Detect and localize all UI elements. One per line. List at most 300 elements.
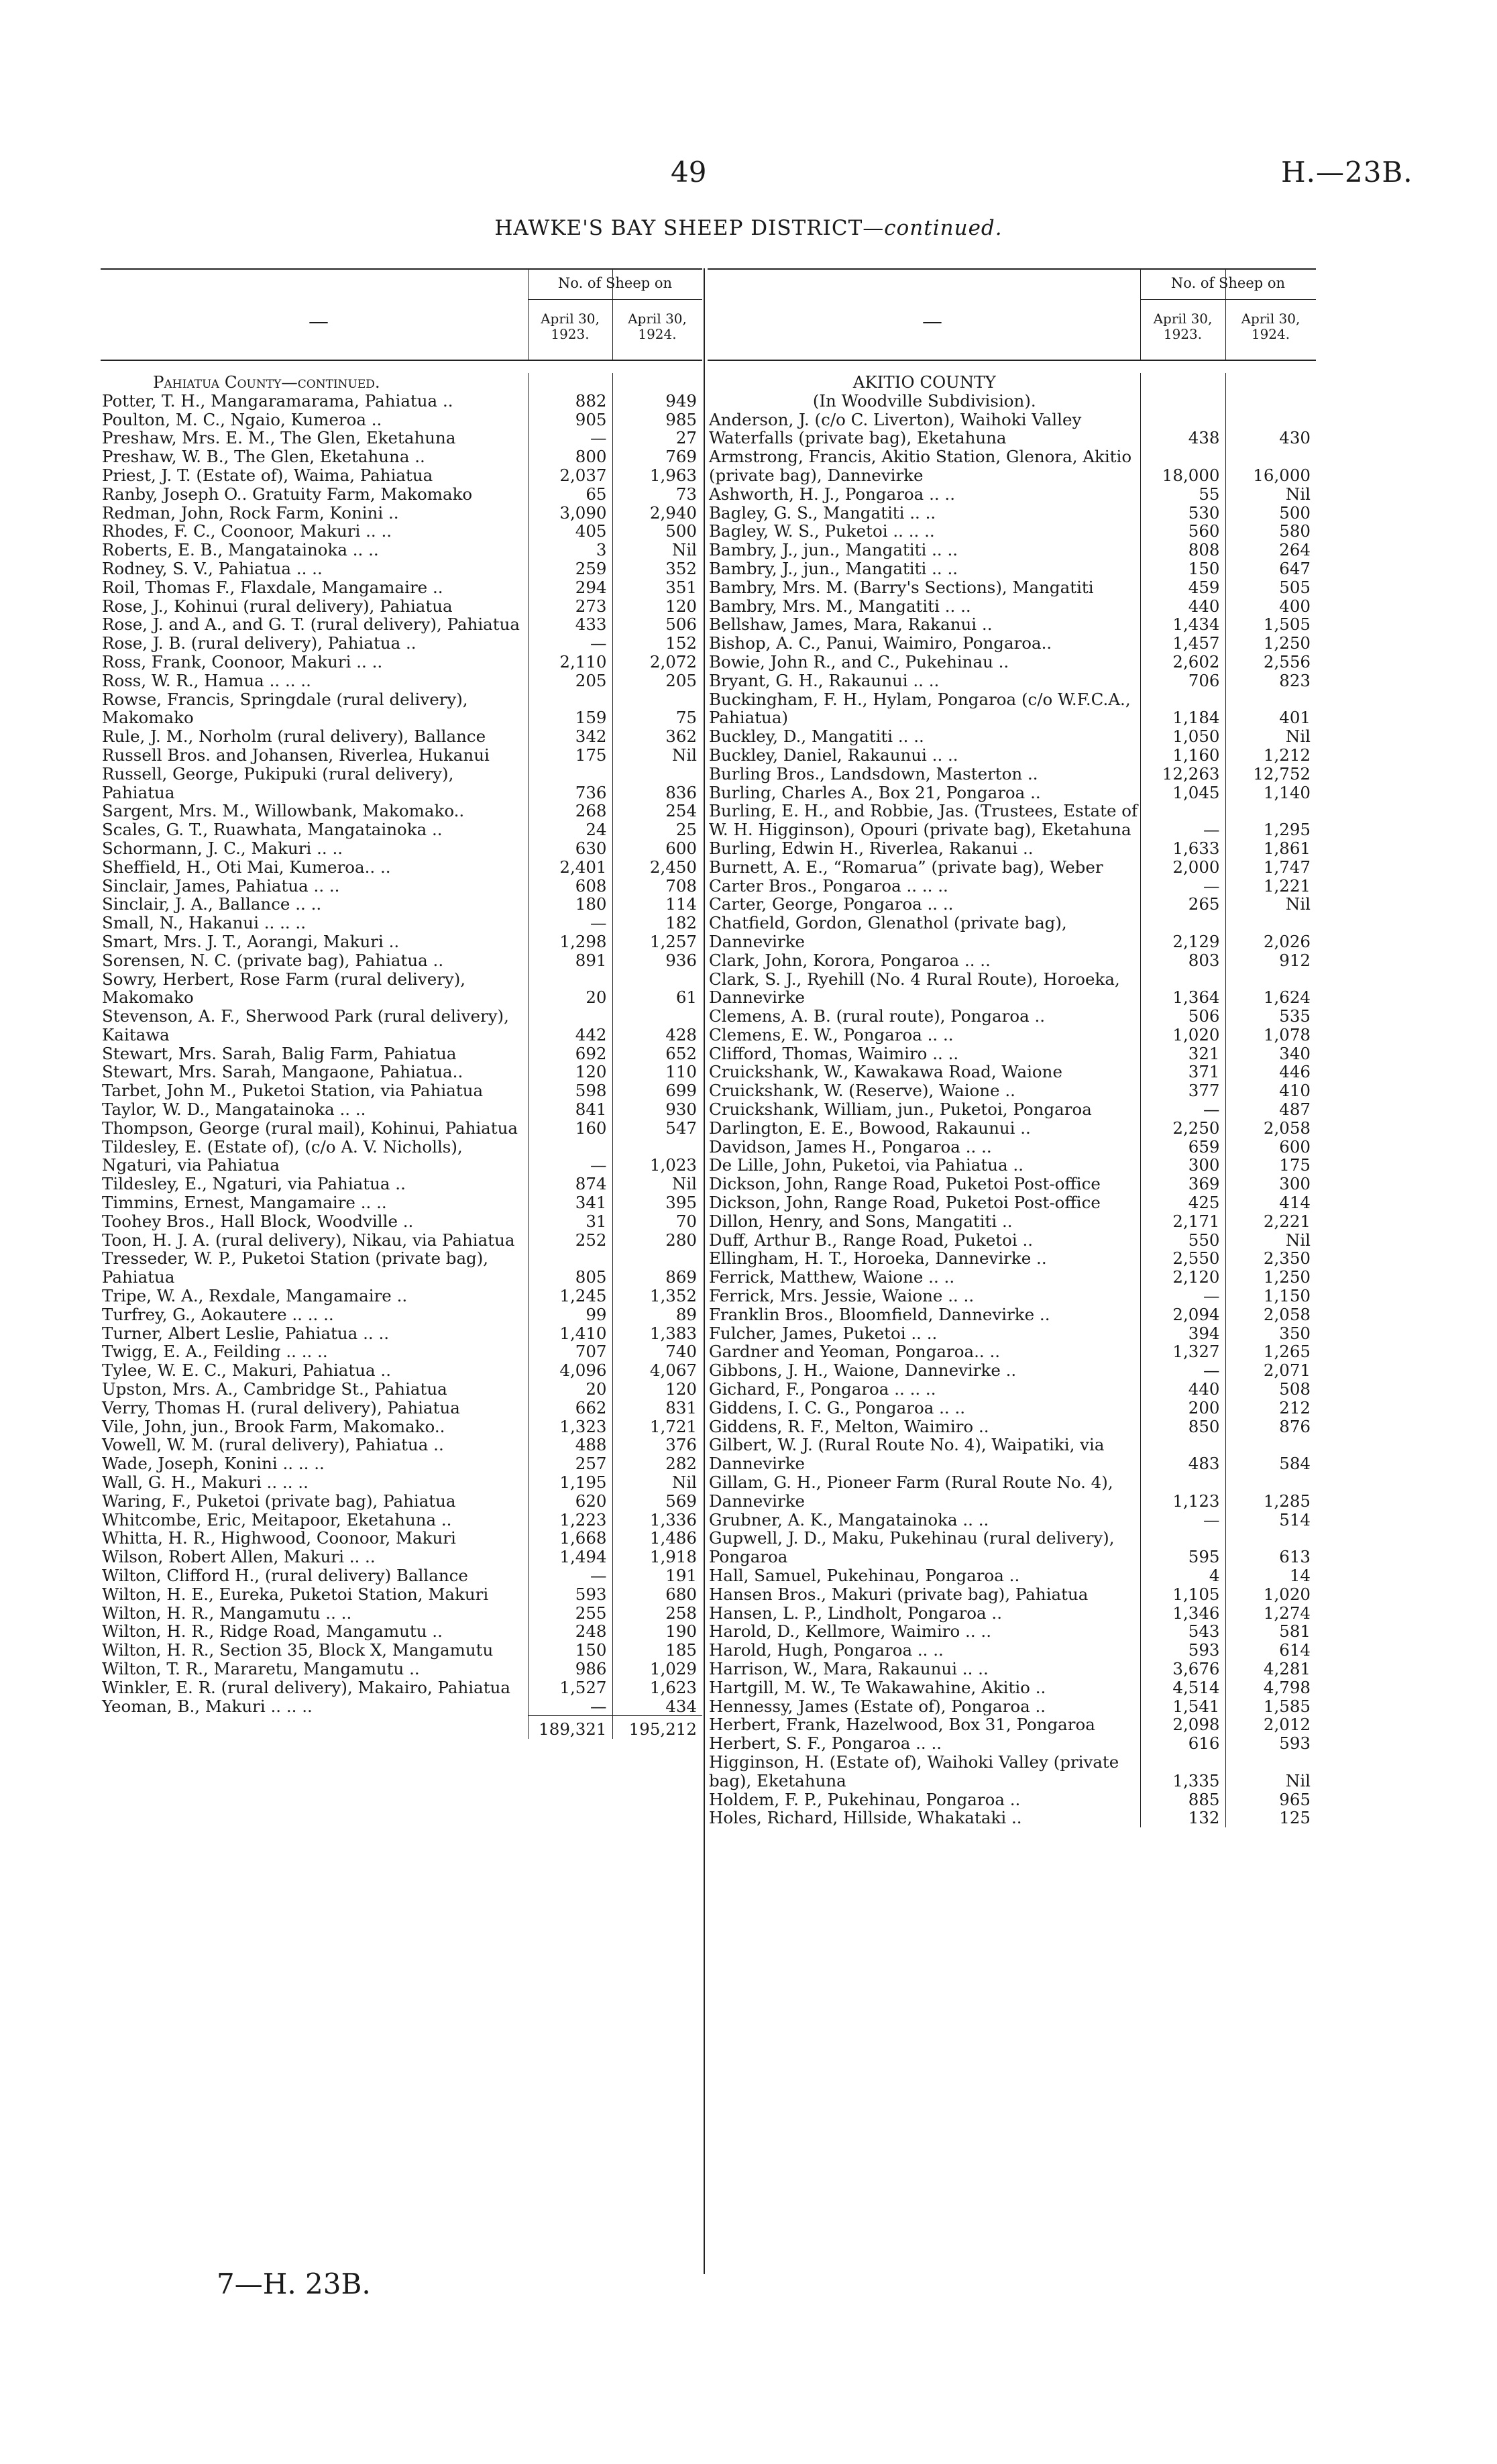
sheep-1923: 342 [528, 727, 612, 746]
sheep-1923: 205 [528, 672, 612, 690]
sheep-1924: 1,721 [612, 1417, 702, 1436]
table-row [101, 447, 702, 466]
sheep-1923: — [528, 634, 612, 653]
sheep-1924: 547 [612, 1119, 702, 1138]
owner-name: Hartgill, M. W., Te Wakawahine, Akitio .. [709, 1677, 1046, 1697]
sheep-1923: 2,401 [528, 858, 612, 877]
sheep-1924: 1,140 [1225, 784, 1316, 802]
sheep-1923: 2,000 [1140, 858, 1225, 877]
sheep-1924: Nil [1225, 1753, 1316, 1790]
sheep-1924: 205 [612, 672, 702, 690]
owner-name: Stevenson, A. F., Sherwood Park (rural delivery), Kaitawa [102, 1006, 509, 1044]
sheep-1924: 25 [612, 820, 702, 839]
sheep-table-left [101, 373, 702, 1739]
sheep-1923: 736 [528, 765, 612, 802]
table-row [101, 1380, 702, 1399]
sheep-1923: 150 [1140, 559, 1225, 578]
table-row [708, 802, 1316, 839]
sheep-1924: 152 [612, 634, 702, 653]
sheep-1923: 18,000 [1140, 447, 1225, 485]
sheep-1924: 985 [612, 411, 702, 429]
sheep-1924: Nil [612, 1473, 702, 1492]
sheep-1923: 405 [528, 522, 612, 541]
sheep-1923: 120 [528, 1063, 612, 1081]
sheep-1923: 394 [1140, 1324, 1225, 1343]
sheep-1924: 1,383 [612, 1324, 702, 1343]
sheep-1923: 1,323 [528, 1417, 612, 1436]
sheep-1924: 254 [612, 802, 702, 820]
table-row [101, 1044, 702, 1063]
sheep-1923: 2,250 [1140, 1119, 1225, 1138]
sheep-1924: 1,352 [612, 1287, 702, 1305]
sheep-1923: 433 [528, 615, 612, 634]
owner-name: Whitta, H. R., Highwood, Coonoor, Makuri [102, 1528, 456, 1548]
sheep-1924: 2,058 [1225, 1305, 1316, 1324]
owner-name: Holdem, F. P., Pukehinau, Pongaroa .. [709, 1789, 1021, 1809]
sheep-1923: — [1140, 1361, 1225, 1380]
sheep-1924: 1,861 [1225, 839, 1316, 858]
owner-name: Scales, G. T., Ruawhata, Mangatainoka .. [102, 820, 443, 840]
sheep-1924: 876 [1225, 1417, 1316, 1436]
owner-name: Gupwell, J. D., Maku, Pukehinau (rural delivery), Pongaroa [709, 1528, 1115, 1567]
owner-name: Wilton, T. R., Mararetu, Mangamutu .. [102, 1658, 420, 1678]
sheep-1924: 936 [612, 951, 702, 970]
sheep-1924: 2,012 [1225, 1715, 1316, 1734]
sheep-1923: 459 [1140, 578, 1225, 597]
table-row [101, 1100, 702, 1119]
owner-name: Hansen Bros., Makuri (private bag), Pahiatua [709, 1584, 1089, 1604]
owner-name: Rule, J. M., Norholm (rural delivery), Ballance [102, 727, 486, 747]
sheep-1923: 706 [1140, 672, 1225, 690]
table-row [101, 1697, 702, 1716]
table-row [101, 522, 702, 541]
heading-text: HAWKE'S BAY SHEEP DISTRICT— [494, 216, 885, 240]
owner-name: Herbert, S. F., Pongaroa .. .. [709, 1733, 942, 1754]
sheep-1924: 350 [1225, 1324, 1316, 1343]
table-row [708, 877, 1316, 896]
sheep-1923: — [1140, 1511, 1225, 1530]
table-row [101, 970, 702, 1008]
sheep-1924: 912 [1225, 951, 1316, 970]
sheep-1924: Nil [1225, 727, 1316, 746]
sheep-1923: 2,110 [528, 653, 612, 672]
page-number: 49 [671, 156, 707, 189]
sheep-1923: 2,129 [1140, 914, 1225, 951]
sheep-1923: 560 [1140, 522, 1225, 541]
sheep-1924: 120 [612, 1380, 702, 1399]
sheep-1923: 255 [528, 1604, 612, 1623]
owner-name: Roil, Thomas F., Flaxdale, Mangamaire .. [102, 577, 443, 597]
table-row [708, 541, 1316, 559]
sheep-1924: 2,940 [612, 504, 702, 523]
header-rule [1140, 299, 1316, 300]
table-row [101, 634, 702, 653]
sheep-1923: 31 [528, 1212, 612, 1231]
sheep-1923: 425 [1140, 1193, 1225, 1212]
table-row [708, 839, 1316, 858]
owner-name: Sowry, Herbert, Rose Farm (rural delivery), Makomako [102, 969, 466, 1008]
empty-cell [101, 1716, 528, 1739]
sheep-1923: 265 [1140, 895, 1225, 914]
sheep-1923: 132 [1140, 1809, 1225, 1827]
sheep-1924: 430 [1225, 411, 1316, 448]
sheep-1923: 65 [528, 485, 612, 504]
header-dash: — [922, 310, 942, 333]
table-row [708, 653, 1316, 672]
sheep-1923: 986 [528, 1660, 612, 1678]
table-row [101, 1529, 702, 1548]
sheep-1923: 891 [528, 951, 612, 970]
sheep-1923: 4,514 [1140, 1678, 1225, 1697]
owner-name: Preshaw, W. B., The Glen, Eketahuna .. [102, 447, 425, 467]
sheep-1924: 4,798 [1225, 1678, 1316, 1697]
sheep-1924: 1,274 [1225, 1604, 1316, 1623]
sheep-1924: 949 [612, 392, 702, 411]
sheep-1923: 1,195 [528, 1473, 612, 1492]
header-year-1923: April 30, 1923. [1153, 311, 1213, 342]
owner-name: Wade, Joseph, Konini .. .. .. [102, 1454, 325, 1474]
table-row [101, 1231, 702, 1250]
table-row [101, 485, 702, 504]
owner-name: Tildesley, E., Ngaturi, via Pahiatua .. [102, 1174, 406, 1194]
sheep-1924: 1,250 [1225, 1268, 1316, 1287]
owner-name: Rose, J., Kohinui (rural delivery), Pahiatua [102, 596, 453, 616]
table-row [708, 1156, 1316, 1175]
sheep-1923: 1,050 [1140, 727, 1225, 746]
table-row [101, 392, 702, 411]
sheep-1923: 506 [1140, 1007, 1225, 1026]
sheep-1923: 2,098 [1140, 1715, 1225, 1734]
sheep-1924: 280 [612, 1231, 702, 1250]
sheep-1924: 401 [1225, 690, 1316, 728]
table-header-right [708, 268, 1316, 361]
sheep-1923: 377 [1140, 1081, 1225, 1100]
sheep-1923: 440 [1140, 597, 1225, 616]
sheep-1923: 488 [528, 1436, 612, 1454]
owner-name: Higginson, H. (Estate of), Waihoki Valley (private bag), Eketahuna [709, 1752, 1119, 1790]
table-row [708, 1287, 1316, 1305]
owner-name: Buckingham, F. H., Hylam, Pongaroa (c/o W.F.C.A., Pahiatua) [709, 689, 1131, 728]
page-heading [0, 216, 1497, 240]
owner-name: Clark, John, Korora, Pongaroa .. .. [709, 950, 991, 970]
sheep-1923: 257 [528, 1454, 612, 1473]
table-row [101, 1566, 702, 1585]
sheep-1924: 600 [612, 839, 702, 858]
sheep-1923: 12,263 [1140, 765, 1225, 784]
table-row [708, 1063, 1316, 1081]
sheep-1924: 1,078 [1225, 1026, 1316, 1044]
owner-name: Giddens, R. F., Melton, Waimiro .. [709, 1416, 989, 1436]
owner-name: Vile, John, jun., Brook Farm, Makomako.. [102, 1416, 445, 1436]
sheep-1924: 831 [612, 1399, 702, 1417]
owner-name: Bishop, A. C., Panui, Waimiro, Pongaroa.. [709, 633, 1052, 653]
sheep-1923: 2,550 [1140, 1249, 1225, 1268]
sheep-1924: 1,020 [1225, 1585, 1316, 1604]
empty-cell [1225, 373, 1316, 392]
sheep-1924: 428 [612, 1007, 702, 1044]
table-row [101, 914, 702, 932]
sheep-1923: 630 [528, 839, 612, 858]
sheep-1924: 600 [1225, 1138, 1316, 1157]
sheep-1924: 652 [612, 1044, 702, 1063]
sheep-1923: 2,171 [1140, 1212, 1225, 1231]
owner-name: Holes, Richard, Hillside, Whakataki .. [709, 1808, 1022, 1828]
owner-name: Franklin Bros., Bloomfield, Dannevirke .. [709, 1304, 1050, 1324]
owner-name: Bagley, G. S., Mangatiti .. .. [709, 502, 936, 523]
sheep-1923: 1,045 [1140, 784, 1225, 802]
section-title: Pahiatua County—continued. [153, 372, 380, 392]
sheep-1924: 2,071 [1225, 1361, 1316, 1380]
owner-name: Bagley, W. S., Puketoi .. .. .. [709, 521, 935, 541]
sheep-1924: 699 [612, 1081, 702, 1100]
owner-name: Preshaw, Mrs. E. M., The Glen, Eketahuna [102, 428, 456, 448]
table-row [708, 1268, 1316, 1287]
sheep-1923: 800 [528, 447, 612, 466]
sheep-1923: 1,020 [1140, 1026, 1225, 1044]
sheep-1924: 1,150 [1225, 1287, 1316, 1305]
owner-name: Ashworth, H. J., Pongaroa .. .. [709, 484, 956, 504]
sheep-1923: 1,364 [1140, 970, 1225, 1008]
sheep-1924: 258 [612, 1604, 702, 1623]
table-row [101, 1548, 702, 1566]
table-row [101, 1324, 702, 1343]
owner-name: Wall, G. H., Makuri .. .. .. [102, 1472, 309, 1493]
table-row [708, 1342, 1316, 1361]
owner-name: Bellshaw, James, Mara, Rakanui .. [709, 614, 993, 635]
owner-name: Tylee, W. E. C., Makuri, Pahiatua .. [102, 1360, 392, 1381]
owner-name: Wilton, Clifford H., (rural delivery) Ballance [102, 1566, 468, 1585]
sheep-1923: 150 [528, 1641, 612, 1660]
sheep-1923: 252 [528, 1231, 612, 1250]
sheep-1924: 769 [612, 447, 702, 466]
table-row [708, 895, 1316, 914]
sheep-1924: 584 [1225, 1436, 1316, 1473]
table-row [101, 746, 702, 765]
table-row [101, 672, 702, 690]
sheep-1923: 440 [1140, 1380, 1225, 1399]
table-row [708, 1660, 1316, 1678]
table-row [708, 504, 1316, 523]
sheep-1923: — [528, 1566, 612, 1585]
sheep-1924: 535 [1225, 1007, 1316, 1026]
sheep-1924: 1,221 [1225, 877, 1316, 896]
owner-name: Priest, J. T. (Estate of), Waima, Pahiatua [102, 465, 433, 485]
table-row [101, 765, 702, 802]
sheep-1924: 614 [1225, 1641, 1316, 1660]
owner-name: Rose, J. and A., and G. T. (rural delivery), Pahiatua [102, 614, 520, 635]
owner-name: Gichard, F., Pongaroa .. .. .. [709, 1379, 936, 1399]
owner-name: Davidson, James H., Pongaroa .. .. [709, 1136, 992, 1157]
owner-name: Dillon, Henry, and Sons, Mangatiti .. [709, 1211, 1013, 1231]
sheep-1924: 300 [1225, 1175, 1316, 1193]
owner-name: Toon, H. J. A. (rural delivery), Nikau, via Pahiatua [102, 1230, 515, 1250]
sheep-1924: 446 [1225, 1063, 1316, 1081]
sheep-1923: 1,123 [1140, 1473, 1225, 1511]
sheep-1923: 1,541 [1140, 1697, 1225, 1716]
owner-name: Clemens, A. B. (rural route), Pongaroa .. [709, 1006, 1046, 1026]
table-row [708, 597, 1316, 616]
table-row [708, 1678, 1316, 1697]
sheep-1923: 55 [1140, 485, 1225, 504]
owner-name: Bryant, G. H., Rakaunui .. .. [709, 670, 940, 690]
sheep-1924: 175 [1225, 1156, 1316, 1175]
sheep-1924: 1,250 [1225, 634, 1316, 653]
sheep-1924: 2,058 [1225, 1119, 1316, 1138]
table-row [708, 1809, 1316, 1827]
owner-name: Cruickshank, W., Kawakawa Road, Waione [709, 1062, 1062, 1082]
owner-name: Burling Bros., Landsdown, Masterton .. [709, 763, 1038, 784]
sheep-1924: 500 [1225, 504, 1316, 523]
sheep-1924: 613 [1225, 1529, 1316, 1566]
table-row [708, 634, 1316, 653]
sheep-1924: 352 [612, 559, 702, 578]
owner-name: Bowie, John R., and C., Pukehinau .. [709, 651, 1009, 672]
sheep-1924: Nil [1225, 485, 1316, 504]
section-title: AKITIO COUNTY [852, 372, 996, 392]
owner-name: Harold, Hugh, Pongaroa .. .. [709, 1640, 944, 1660]
owner-name: Tarbet, John M., Puketoi Station, via Pahiatua [102, 1081, 484, 1101]
table-row [708, 1511, 1316, 1530]
owner-name: Clark, S. J., Ryehill (No. 4 Rural Route), Horoeka, Dannevirke [709, 969, 1120, 1008]
section-row [708, 392, 1316, 411]
table-row [708, 1641, 1316, 1660]
table-row [101, 802, 702, 820]
header-no-of-sheep: No. of Sheep on [557, 275, 673, 291]
owner-name: Turfrey, G., Aokautere .. .. .. [102, 1304, 334, 1324]
owner-name: Tripe, W. A., Rexdale, Mangamaire .. [102, 1286, 408, 1306]
sheep-1923: 1,527 [528, 1678, 612, 1697]
table-row [101, 1641, 702, 1660]
table-row [101, 1007, 702, 1044]
owner-name: Waring, F., Puketoi (private bag), Pahiatua [102, 1491, 456, 1511]
sheep-1923: 200 [1140, 1399, 1225, 1417]
sheep-1924: 410 [1225, 1081, 1316, 1100]
sheep-1924: 1,747 [1225, 858, 1316, 877]
sheep-1924: 362 [612, 727, 702, 746]
table-row [101, 1492, 702, 1511]
totals-row [101, 1716, 702, 1739]
owner-name: Anderson, J. (c/o C. Liverton), Waihoki Valley Waterfalls (private bag), Eketahuna [709, 409, 1082, 448]
sheep-1923: — [1140, 877, 1225, 896]
owner-name: Burnett, A. E., “Romarua” (private bag), Weber [709, 857, 1103, 877]
sheep-1924: 505 [1225, 578, 1316, 597]
header-year-1924: April 30, 1924. [1241, 311, 1300, 342]
sheep-1923: 841 [528, 1100, 612, 1119]
owner-name: Bambry, Mrs. M. (Barry's Sections), Mangatiti [709, 577, 1094, 597]
sheep-1924: 500 [612, 522, 702, 541]
owner-name: Hall, Samuel, Pukehinau, Pongaroa .. [709, 1566, 1020, 1585]
table-row [708, 1324, 1316, 1343]
left-column [101, 268, 702, 2274]
sheep-1924: 395 [612, 1193, 702, 1212]
table-row [708, 1715, 1316, 1734]
table-row [101, 1175, 702, 1193]
owner-name: Carter Bros., Pongaroa .. .. .. [709, 875, 948, 896]
table-row [708, 1753, 1316, 1790]
sheep-1924: Nil [612, 746, 702, 765]
sheep-1923: 2,120 [1140, 1268, 1225, 1287]
table-row [708, 1585, 1316, 1604]
table-row [101, 727, 702, 746]
sheep-1923: 608 [528, 877, 612, 896]
sheep-1923: 1,184 [1140, 690, 1225, 728]
sheep-1924: 740 [612, 1342, 702, 1361]
sheep-1923: 4 [1140, 1566, 1225, 1585]
sheep-1924: Nil [1225, 895, 1316, 914]
owner-name: Roberts, E. B., Mangatainoka .. .. [102, 540, 379, 560]
sheep-1924: 680 [612, 1585, 702, 1604]
sheep-1924: 185 [612, 1641, 702, 1660]
sheep-1923: 850 [1140, 1417, 1225, 1436]
owner-name: Schormann, J. C., Makuri .. .. [102, 838, 343, 858]
sheep-1923: 620 [528, 1492, 612, 1511]
header-year-1923: April 30, 1923. [541, 311, 600, 342]
owner-name: Wilson, Robert Allen, Makuri .. .. [102, 1547, 376, 1567]
table-row [708, 1399, 1316, 1417]
table-row [708, 1529, 1316, 1566]
owner-name: Buckley, Daniel, Rakaunui .. .. [709, 745, 958, 765]
sheep-1924: 434 [612, 1697, 702, 1716]
sheep-1923: 808 [1140, 541, 1225, 559]
owner-name: Dickson, John, Range Road, Puketoi Post-office [709, 1193, 1101, 1213]
table-row [101, 1660, 702, 1678]
owner-name: Ellingham, H. T., Horoeka, Dannevirke .. [709, 1248, 1047, 1269]
sheep-1924: 506 [612, 615, 702, 634]
sheep-1924: 930 [612, 1100, 702, 1119]
table-row [101, 1342, 702, 1361]
table-row [708, 1305, 1316, 1324]
owner-name: Sorensen, N. C. (private bag), Pahiatua .. [102, 950, 444, 970]
table-row [708, 1044, 1316, 1063]
sheep-1924: 351 [612, 578, 702, 597]
header-year-1924: April 30, 1924. [628, 311, 687, 342]
sheep-1923: 1,494 [528, 1548, 612, 1566]
owner-name: Carter, George, Pongaroa .. .. [709, 894, 954, 914]
sheep-1923: — [528, 429, 612, 447]
sheep-1924: 487 [1225, 1100, 1316, 1119]
sheep-1924: Nil [1225, 1231, 1316, 1250]
owner-name: Wilton, H. E., Eureka, Puketoi Station, Makuri [102, 1584, 489, 1604]
sheep-1924: 2,556 [1225, 653, 1316, 672]
sheep-1923: 805 [528, 1249, 612, 1287]
owner-name: Ranby, Joseph O.. Gratuity Farm, Makomako [102, 484, 473, 504]
sheep-1924: 1,336 [612, 1511, 702, 1530]
sheep-1923: 1,245 [528, 1287, 612, 1305]
owner-name: Gilbert, W. J. (Rural Route No. 4), Waipatiki, via Dannevirke [709, 1435, 1105, 1474]
page-footer: 7—H. 23B. [217, 2267, 371, 2300]
owner-name: Sargent, Mrs. M., Willowbank, Makomako.. [102, 801, 465, 821]
empty-cell [612, 373, 702, 392]
sheep-1923: 593 [528, 1585, 612, 1604]
sheep-1923: 662 [528, 1399, 612, 1417]
sheep-1923: 1,335 [1140, 1753, 1225, 1790]
owner-name: Russell Bros. and Johansen, Riverlea, Hukanui [102, 745, 490, 765]
owner-name: De Lille, John, Puketoi, via Pahiatua .. [709, 1155, 1023, 1175]
table-row [708, 1734, 1316, 1753]
sheep-1924: 16,000 [1225, 447, 1316, 485]
owner-name: Stewart, Mrs. Sarah, Mangaone, Pahiatua.. [102, 1062, 463, 1082]
sheep-1923: 2,037 [528, 466, 612, 485]
header-dash: — [309, 310, 329, 333]
owner-name: Armstrong, Francis, Akitio Station, Glenora, Akitio (private bag), Dannevirke [709, 447, 1132, 485]
sheep-1923: 1,668 [528, 1529, 612, 1548]
table-row [708, 1175, 1316, 1193]
owner-name: Rhodes, F. C., Coonoor, Makuri .. .. [102, 521, 392, 541]
table-row [708, 1249, 1316, 1268]
table-row [708, 1026, 1316, 1044]
table-header-left [101, 268, 702, 361]
sheep-1923: 294 [528, 578, 612, 597]
